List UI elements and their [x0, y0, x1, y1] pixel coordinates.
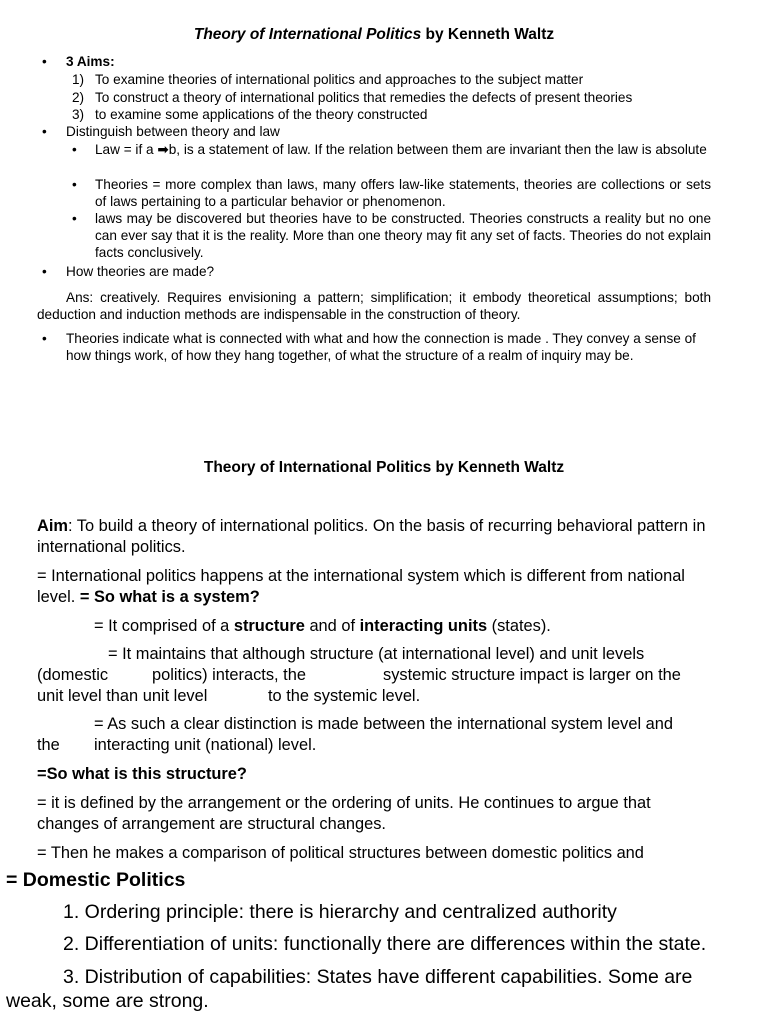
list-item: To construct a theory of international politics that remedies the defects of present theories: [95, 90, 633, 105]
domestic-point-1: 1. Ordering principle: there is hierarchy and centralized authority: [63, 901, 617, 923]
domestic-point-3a: 3. Distribution of capabilities: States have different capabilities. Some are: [63, 966, 693, 988]
theories-indicate: Theories indicate what is connected with what and how the connection is made . They convey a sense of how things work, of how they hang together, of what the structure of a realm of inquiry may be.: [66, 331, 696, 363]
bullet-icon: •: [42, 264, 47, 279]
laws-vs-theories: laws may be discovered but theories have to be constructed. Theories constructs a reality but no one can ever say that it is the reality. More than one theory may fit any set of facts. Theories do not explain facts conclusively.: [95, 211, 711, 260]
bullet-icon: •: [72, 211, 77, 226]
bullet-icon: •: [42, 54, 47, 69]
how-answer: Ans: creatively. Requires envisioning a pattern; simplification; it embody theoretical assumptions; both deduction and induction methods are indispensable in the construction of theory.: [37, 290, 711, 322]
maintains-line-1: = It maintains that although structure (at international level) and unit levels: [108, 645, 645, 663]
system-paragraph: = International politics happens at the international system which is different from national level. = So what is a system?: [37, 567, 685, 606]
distinction-line-1: = As such a clear distinction is made between the international system level and: [94, 715, 674, 733]
comprised-line: = It comprised of a structure and of interacting units (states).: [94, 617, 551, 635]
maintains-line-2b: politics) interacts, the: [152, 666, 306, 684]
theories-definition: Theories = more complex than laws, many offers law-like statements, theories are collections or sets of laws pertaining to a particular behavior or phenomenon.: [95, 177, 711, 209]
system-question: = So what is a system?: [79, 588, 260, 606]
list-item: To examine theories of international politics and approaches to the subject matter: [95, 72, 584, 87]
aim-label: Aim: [37, 517, 68, 535]
structure-question: =So what is this structure?: [37, 765, 247, 783]
list-number: 3): [72, 107, 85, 122]
bullet-icon: •: [42, 331, 47, 346]
defined-paragraph: = it is defined by the arrangement or the ordering of units. He continues to argue that changes of arrangement are structural changes.: [37, 794, 651, 833]
how-heading: How theories are made?: [66, 264, 215, 279]
comparison-line: = Then he makes a comparison of political structures between domestic politics and: [37, 844, 644, 862]
book-title: Theory of International Politics: [193, 26, 422, 43]
aim-paragraph: Aim: To build a theory of international politics. On the basis of recurring behavioral pattern in international politics.: [37, 517, 706, 556]
page-title: [0, 26, 748, 44]
domestic-heading: = Domestic Politics: [6, 869, 186, 891]
maintains-line-2a: (domestic: [37, 666, 109, 684]
bullet-icon: •: [72, 142, 77, 157]
distinction-line-2b: interacting unit (national) level.: [94, 736, 317, 754]
right-arrow-icon: ➡: [157, 142, 169, 157]
law-definition: Law = if a ➡b, is a statement of law. If the relation between them are invariant then the law is absolute: [95, 142, 707, 157]
list-number: 1): [72, 72, 85, 87]
distinguish-heading: Distinguish between theory and law: [66, 124, 280, 139]
section-title: Theory of International Politics by Kenneth Waltz: [203, 459, 565, 476]
aims-heading: 3 Aims:: [66, 54, 115, 69]
bullet-icon: •: [42, 124, 47, 139]
bullet-icon: •: [72, 177, 77, 192]
domestic-point-2: 2. Differentiation of units: functionally there are differences within the state.: [63, 933, 707, 955]
list-item: to examine some applications of the theory constructed: [95, 107, 428, 122]
distinction-line-2a: the: [37, 736, 60, 754]
maintains-line-3a: unit level than unit level: [37, 687, 208, 705]
maintains-line-2c: systemic structure impact is larger on the: [383, 666, 681, 684]
domestic-point-3b: weak, some are strong.: [6, 990, 209, 1012]
title-author: by Kenneth Waltz: [421, 26, 555, 43]
maintains-line-3b: to the systemic level.: [268, 687, 421, 705]
list-number: 2): [72, 90, 85, 105]
